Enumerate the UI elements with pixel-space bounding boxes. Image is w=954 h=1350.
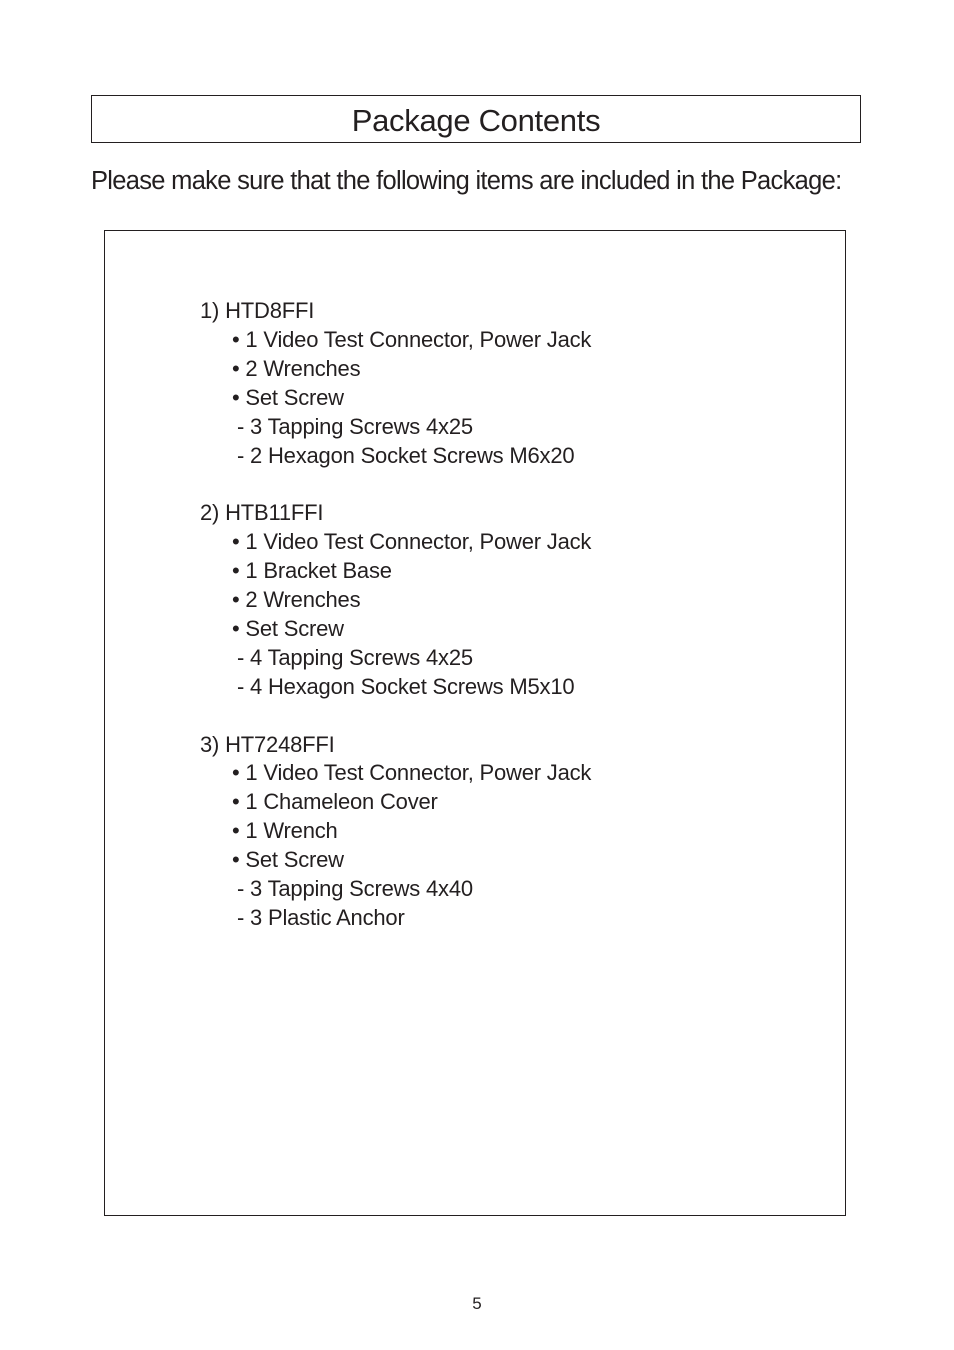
bullet-item: • 1 Bracket Base bbox=[232, 558, 392, 584]
bullet-item: • Set Screw bbox=[232, 847, 344, 873]
intro-text: Please make sure that the following items are included in the Package: bbox=[91, 167, 842, 195]
page-number: 5 bbox=[472, 1294, 482, 1313]
bullet-item: • 2 Wrenches bbox=[232, 587, 361, 613]
product-block bbox=[200, 731, 591, 933]
page-title: Package Contents bbox=[351, 102, 601, 138]
bullet-item: • 1 Chameleon Cover bbox=[232, 789, 438, 815]
product-title: 3) HT7248FFI bbox=[200, 731, 335, 757]
contents-box bbox=[104, 230, 846, 1216]
sub-item: - 3 Plastic Anchor bbox=[237, 905, 405, 930]
sub-item: - 3 Tapping Screws 4x25 bbox=[237, 413, 473, 439]
sub-item: - 2 Hexagon Socket Screws M6x20 bbox=[237, 442, 575, 468]
bullet-item: • 2 Wrenches bbox=[232, 355, 361, 381]
product-title: 2) HTB11FFI bbox=[200, 500, 324, 526]
sub-item: - 3 Tapping Screws 4x40 bbox=[237, 876, 473, 902]
product-block bbox=[200, 297, 591, 470]
product-block bbox=[200, 499, 591, 701]
bullet-item: • 1 Wrench bbox=[232, 818, 338, 844]
title-box bbox=[91, 95, 861, 143]
bullet-item: • Set Screw bbox=[232, 615, 344, 641]
bullet-item: • 1 Video Test Connector, Power Jack bbox=[232, 760, 592, 786]
product-title: 1) HTD8FFI bbox=[200, 298, 315, 323]
product-list bbox=[200, 297, 591, 962]
bullet-item: • 1 Video Test Connector, Power Jack bbox=[232, 529, 592, 555]
bullet-item: • 1 Video Test Connector, Power Jack bbox=[232, 326, 592, 352]
sub-item: - 4 Hexagon Socket Screws M5x10 bbox=[237, 673, 575, 699]
bullet-item: • Set Screw bbox=[232, 384, 344, 410]
sub-item: - 4 Tapping Screws 4x25 bbox=[237, 644, 473, 670]
